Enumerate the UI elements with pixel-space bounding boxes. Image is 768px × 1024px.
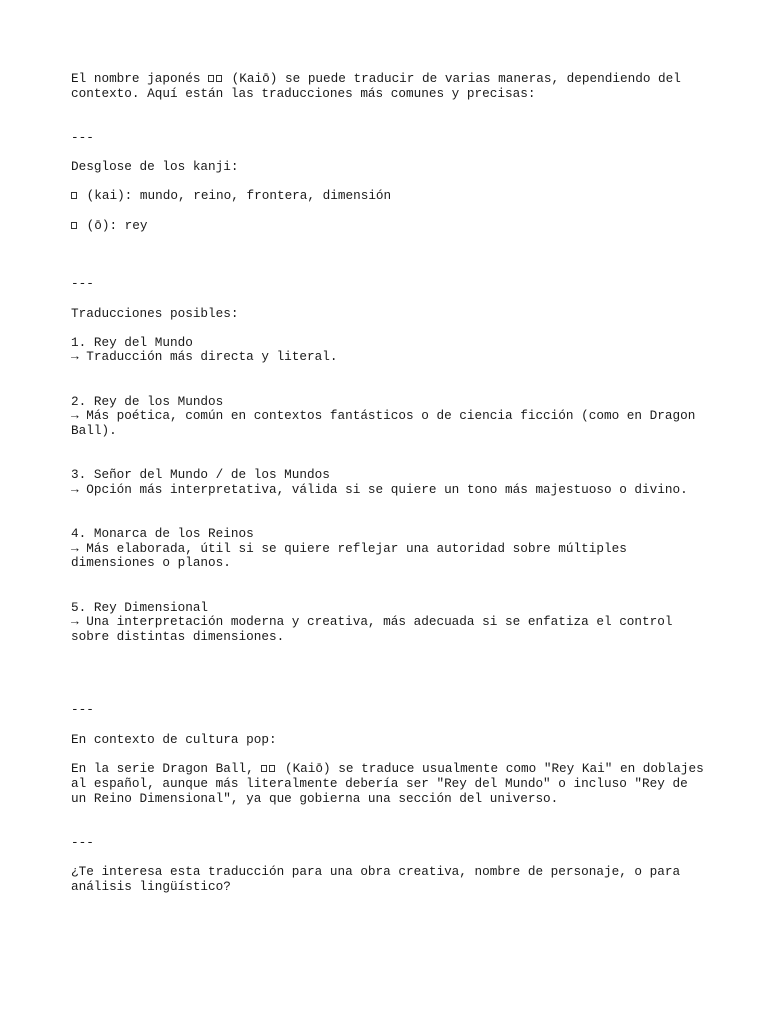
- intro-line-1: [71, 72, 681, 87]
- translation-title: 3. Señor del Mundo / de los Mundos: [71, 467, 330, 482]
- translation-description: → Una interpretación moderna y creativa, más adecuada si se enfatiza el control: [71, 614, 673, 629]
- missing-glyph-icon: [216, 75, 222, 82]
- pop-culture-line-1: [71, 762, 704, 777]
- translations-heading: Traducciones posibles:: [71, 306, 239, 321]
- missing-glyph-icon: [208, 75, 214, 82]
- closing-question-line-2: análisis lingüístico?: [71, 879, 231, 894]
- kanji-item-o-text: (ō): rey: [79, 218, 148, 233]
- translation-description: → Más elaborada, útil si se quiere reflejar una autoridad sobre múltiples: [71, 541, 627, 556]
- closing-question-line-1: ¿Te interesa esta traducción para una obra creativa, nombre de personaje, o para: [71, 864, 681, 879]
- kanji-item-kai-text: (kai): mundo, reino, frontera, dimensión: [79, 188, 392, 203]
- separator: ---: [71, 835, 94, 850]
- pop-culture-line-1-start: En la serie Dragon Ball,: [71, 761, 262, 776]
- pop-culture-line-1-end: (Kaiō) se traduce usualmente como "Rey Kai" en doblajes: [277, 761, 704, 776]
- kanji-item-o: [71, 219, 148, 234]
- translation-title: 4. Monarca de los Reinos: [71, 526, 254, 541]
- intro-line-2: contexto. Aquí están las traducciones más comunes y precisas:: [71, 86, 536, 101]
- translation-description: → Opción más interpretativa, válida si se quiere un tono más majestuoso o divino.: [71, 482, 688, 497]
- missing-glyph-icon: [261, 765, 267, 772]
- translation-description: sobre distintas dimensiones.: [71, 629, 285, 644]
- translation-description: dimensiones o planos.: [71, 555, 231, 570]
- separator: ---: [71, 702, 94, 717]
- missing-glyph-icon: [269, 765, 275, 772]
- translation-description: → Más poética, común en contextos fantásticos o de ciencia ficción (como en Dragon: [71, 408, 696, 423]
- intro-line-1-end: (Kaiō) se puede traducir de varias maneras, dependiendo del: [224, 71, 681, 86]
- translation-title: 1. Rey del Mundo: [71, 335, 193, 350]
- pop-culture-line-3: un Reino Dimensional", ya que gobierna una sección del universo.: [71, 791, 559, 806]
- intro-line-1-start: El nombre japonés: [71, 71, 209, 86]
- translation-title: 5. Rey Dimensional: [71, 600, 209, 615]
- pop-culture-heading: En contexto de cultura pop:: [71, 732, 277, 747]
- separator: ---: [71, 130, 94, 145]
- separator: ---: [71, 276, 94, 291]
- translation-description: Ball).: [71, 423, 117, 438]
- pop-culture-line-2: al español, aunque más literalmente debería ser "Rey del Mundo" o incluso "Rey de: [71, 776, 688, 791]
- kanji-item-kai: [71, 189, 391, 204]
- missing-glyph-icon: [71, 222, 77, 229]
- kanji-breakdown-heading: Desglose de los kanji:: [71, 159, 239, 174]
- missing-glyph-icon: [71, 192, 77, 199]
- translation-title: 2. Rey de los Mundos: [71, 394, 224, 409]
- translation-description: → Traducción más directa y literal.: [71, 349, 338, 364]
